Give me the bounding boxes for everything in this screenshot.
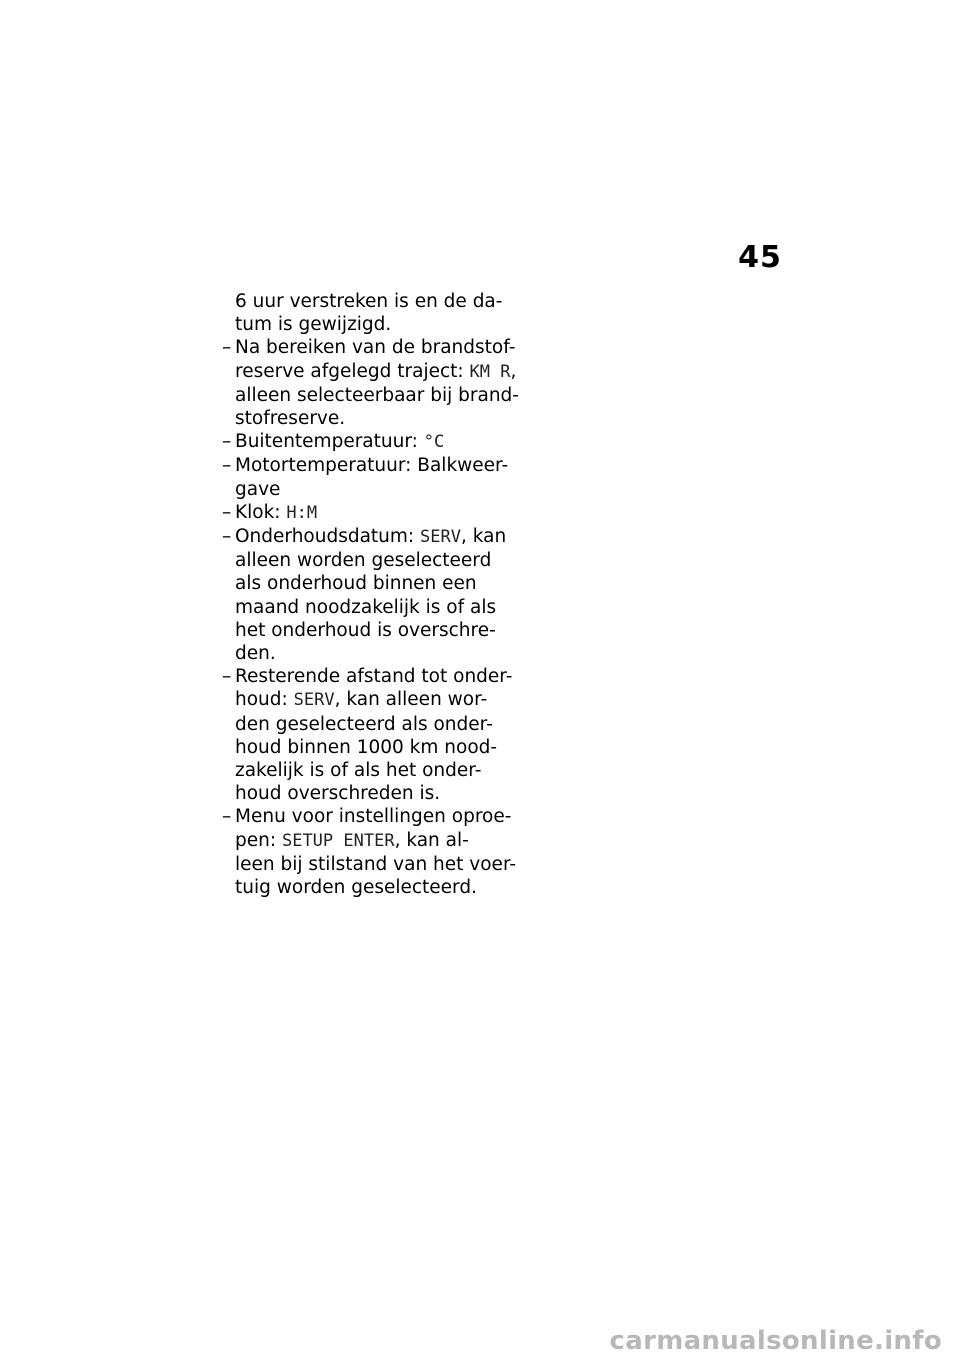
text-line: Motortemperatuur: Balkweer-: [235, 455, 509, 477]
list-dash: –: [222, 455, 232, 477]
display-code: H:M: [286, 502, 318, 523]
text-span: ,: [510, 360, 517, 382]
list-dash: –: [222, 806, 232, 828]
text-line: [235, 360, 517, 384]
text-line: houd binnen 1000 km nood-: [235, 736, 498, 758]
list-dash: –: [222, 526, 232, 548]
text-line: tum is gewijzigd.: [235, 314, 392, 336]
list-item-fuel-reserve-trip: [222, 336, 519, 430]
text-line: [235, 688, 502, 712]
text-span: Onderhoudsdatum:: [235, 526, 421, 548]
text-line: den.: [235, 643, 276, 665]
display-code: SERV: [293, 690, 335, 711]
display-code: SETUP ENTER: [281, 830, 395, 851]
watermark-link[interactable]: carmanualsonline.info: [609, 1326, 942, 1356]
text-line: gave: [235, 478, 281, 500]
text-span: Klok:: [235, 501, 287, 523]
list-dash: –: [222, 431, 232, 453]
text-line: het onderhoud is overschre-: [235, 619, 496, 641]
list-item-engine-temperature: [222, 454, 509, 500]
footer-bar: [0, 1320, 960, 1362]
text-span: , kan: [461, 526, 507, 548]
page-number: 45: [738, 240, 782, 275]
text-span: pen:: [235, 829, 282, 851]
display-code: KM R: [469, 361, 511, 382]
text-span: houd:: [235, 689, 294, 711]
list-item-service-date: [222, 525, 507, 665]
text-line: Resterende afstand tot onder-: [235, 666, 513, 688]
list-dash: –: [222, 337, 232, 359]
text-line: [235, 430, 502, 454]
text-line: [235, 501, 502, 525]
list-item-service-distance: [222, 665, 513, 805]
text-line: Menu voor instellingen oproe-: [235, 806, 512, 828]
text-line: alleen selecteerbaar bij brand-: [235, 384, 519, 406]
text-line: maand noodzakelijk is of als: [235, 596, 497, 618]
list-item-outside-temperature: [222, 430, 502, 454]
instruction-list: [222, 290, 519, 899]
text-line: als onderhoud binnen een: [235, 573, 477, 595]
text-line: alleen worden geselecteerd: [235, 550, 492, 572]
list-dash: –: [222, 666, 232, 688]
text-line: Na bereiken van de brandstof-: [235, 337, 516, 359]
text-line: stofreserve.: [235, 408, 346, 430]
list-item-settings-menu: [222, 805, 517, 899]
text-line: [235, 525, 507, 549]
text-line: zakelijk is of als het onder-: [235, 760, 482, 782]
display-code: °C: [423, 432, 445, 453]
list-item-continuation: [222, 290, 502, 336]
text-line: leen bij stilstand van het voer-: [235, 853, 517, 875]
display-code: SERV: [420, 527, 461, 548]
list-dash: –: [222, 501, 232, 523]
text-line: [235, 829, 502, 853]
text-line: 6 uur verstreken is en de da-: [235, 291, 503, 312]
text-span: reserve afgelegd traject:: [235, 360, 470, 382]
text-line: tuig worden geselecteerd.: [235, 877, 477, 899]
text-span: Buitentemperatuur:: [235, 431, 424, 453]
text-span: , kan alleen wor-: [334, 689, 488, 711]
text-line: den geselecteerd als onder-: [235, 713, 493, 735]
list-item-clock: [222, 501, 502, 525]
text-span: , kan al-: [394, 829, 469, 851]
text-line: houd overschreden is.: [235, 783, 441, 805]
